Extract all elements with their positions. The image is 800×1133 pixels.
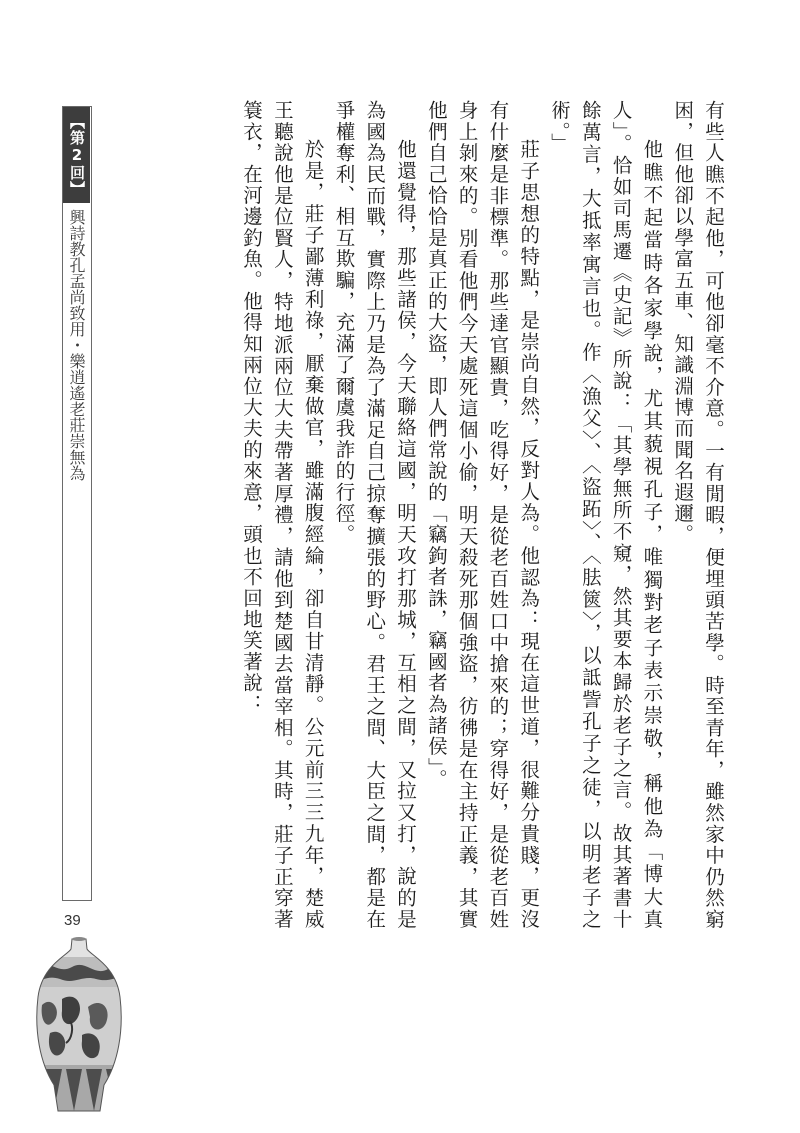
- paragraph: 有些人瞧不起他，可他卻毫不介意。一有閒暇，便埋頭苦學。時至青年，雖然家中仍然窮困，但他卻以學富五車、知識淵博而聞名遐邇。: [671, 100, 725, 930]
- paragraph: 他還覺得，那些諸侯，今天聯絡這國，明天攻打那城，互相之間，又拉又打，說的是為國為民而戰，實際上乃是為了滿足自己掠奪擴張的野心。君王之間、大臣之間，都是在爭權奪利、相互欺騙，充滿了爾虞我詐的行徑。: [332, 100, 418, 930]
- vase-illustration: [32, 935, 126, 1125]
- chapter-tab: 【第2回】: [63, 107, 90, 203]
- page-number: 39: [64, 912, 81, 929]
- paragraph: 於是，莊子鄙薄利祿，厭棄做官，雖滿腹經綸，卻自甘清靜。公元前三三九年，楚威王聽說他是位賢人，特地派兩位大夫帶著厚禮，請他到楚國去當宰相。其時，莊子正穿著簑衣，在河邊釣魚。他得知兩位大夫的來意，頭也不回地笑著說：: [240, 100, 325, 930]
- paragraph: 他瞧不起當時各家學說，尤其藐視孔子，唯獨對老子表示崇敬，稱他為「博大真人」。恰如司馬遷《史記》所說：「其學無所不窺，然其要本歸於老子之言。故其著書十餘萬言，大抵率寓言也。作〈漁父〉、〈盜跖〉、〈胠篋〉，以詆訾孔子之徒，以明老子之術。」: [548, 100, 664, 930]
- main-text: [112, 100, 728, 930]
- chapter-sidebar: [62, 106, 92, 901]
- paragraph: 莊子思想的特點，是崇尚自然，反對人為。他認為：現在這世道，很難分貴賤，更沒有什麼是非標準。那些達官顯貴，吃得好，是從老百姓口中搶來的；穿得好，是從老百姓身上剝來的。別看他們今天處死這個小偷，明天殺死那個強盜，彷彿是在主持正義，其實他們自己恰恰是真正的大盜，即人們常說的「竊鉤者誅，竊國者為諸侯」。: [424, 100, 541, 930]
- chapter-subtitle: 興詩教孔孟尚致用・樂逍遙老莊崇無為: [67, 209, 86, 481]
